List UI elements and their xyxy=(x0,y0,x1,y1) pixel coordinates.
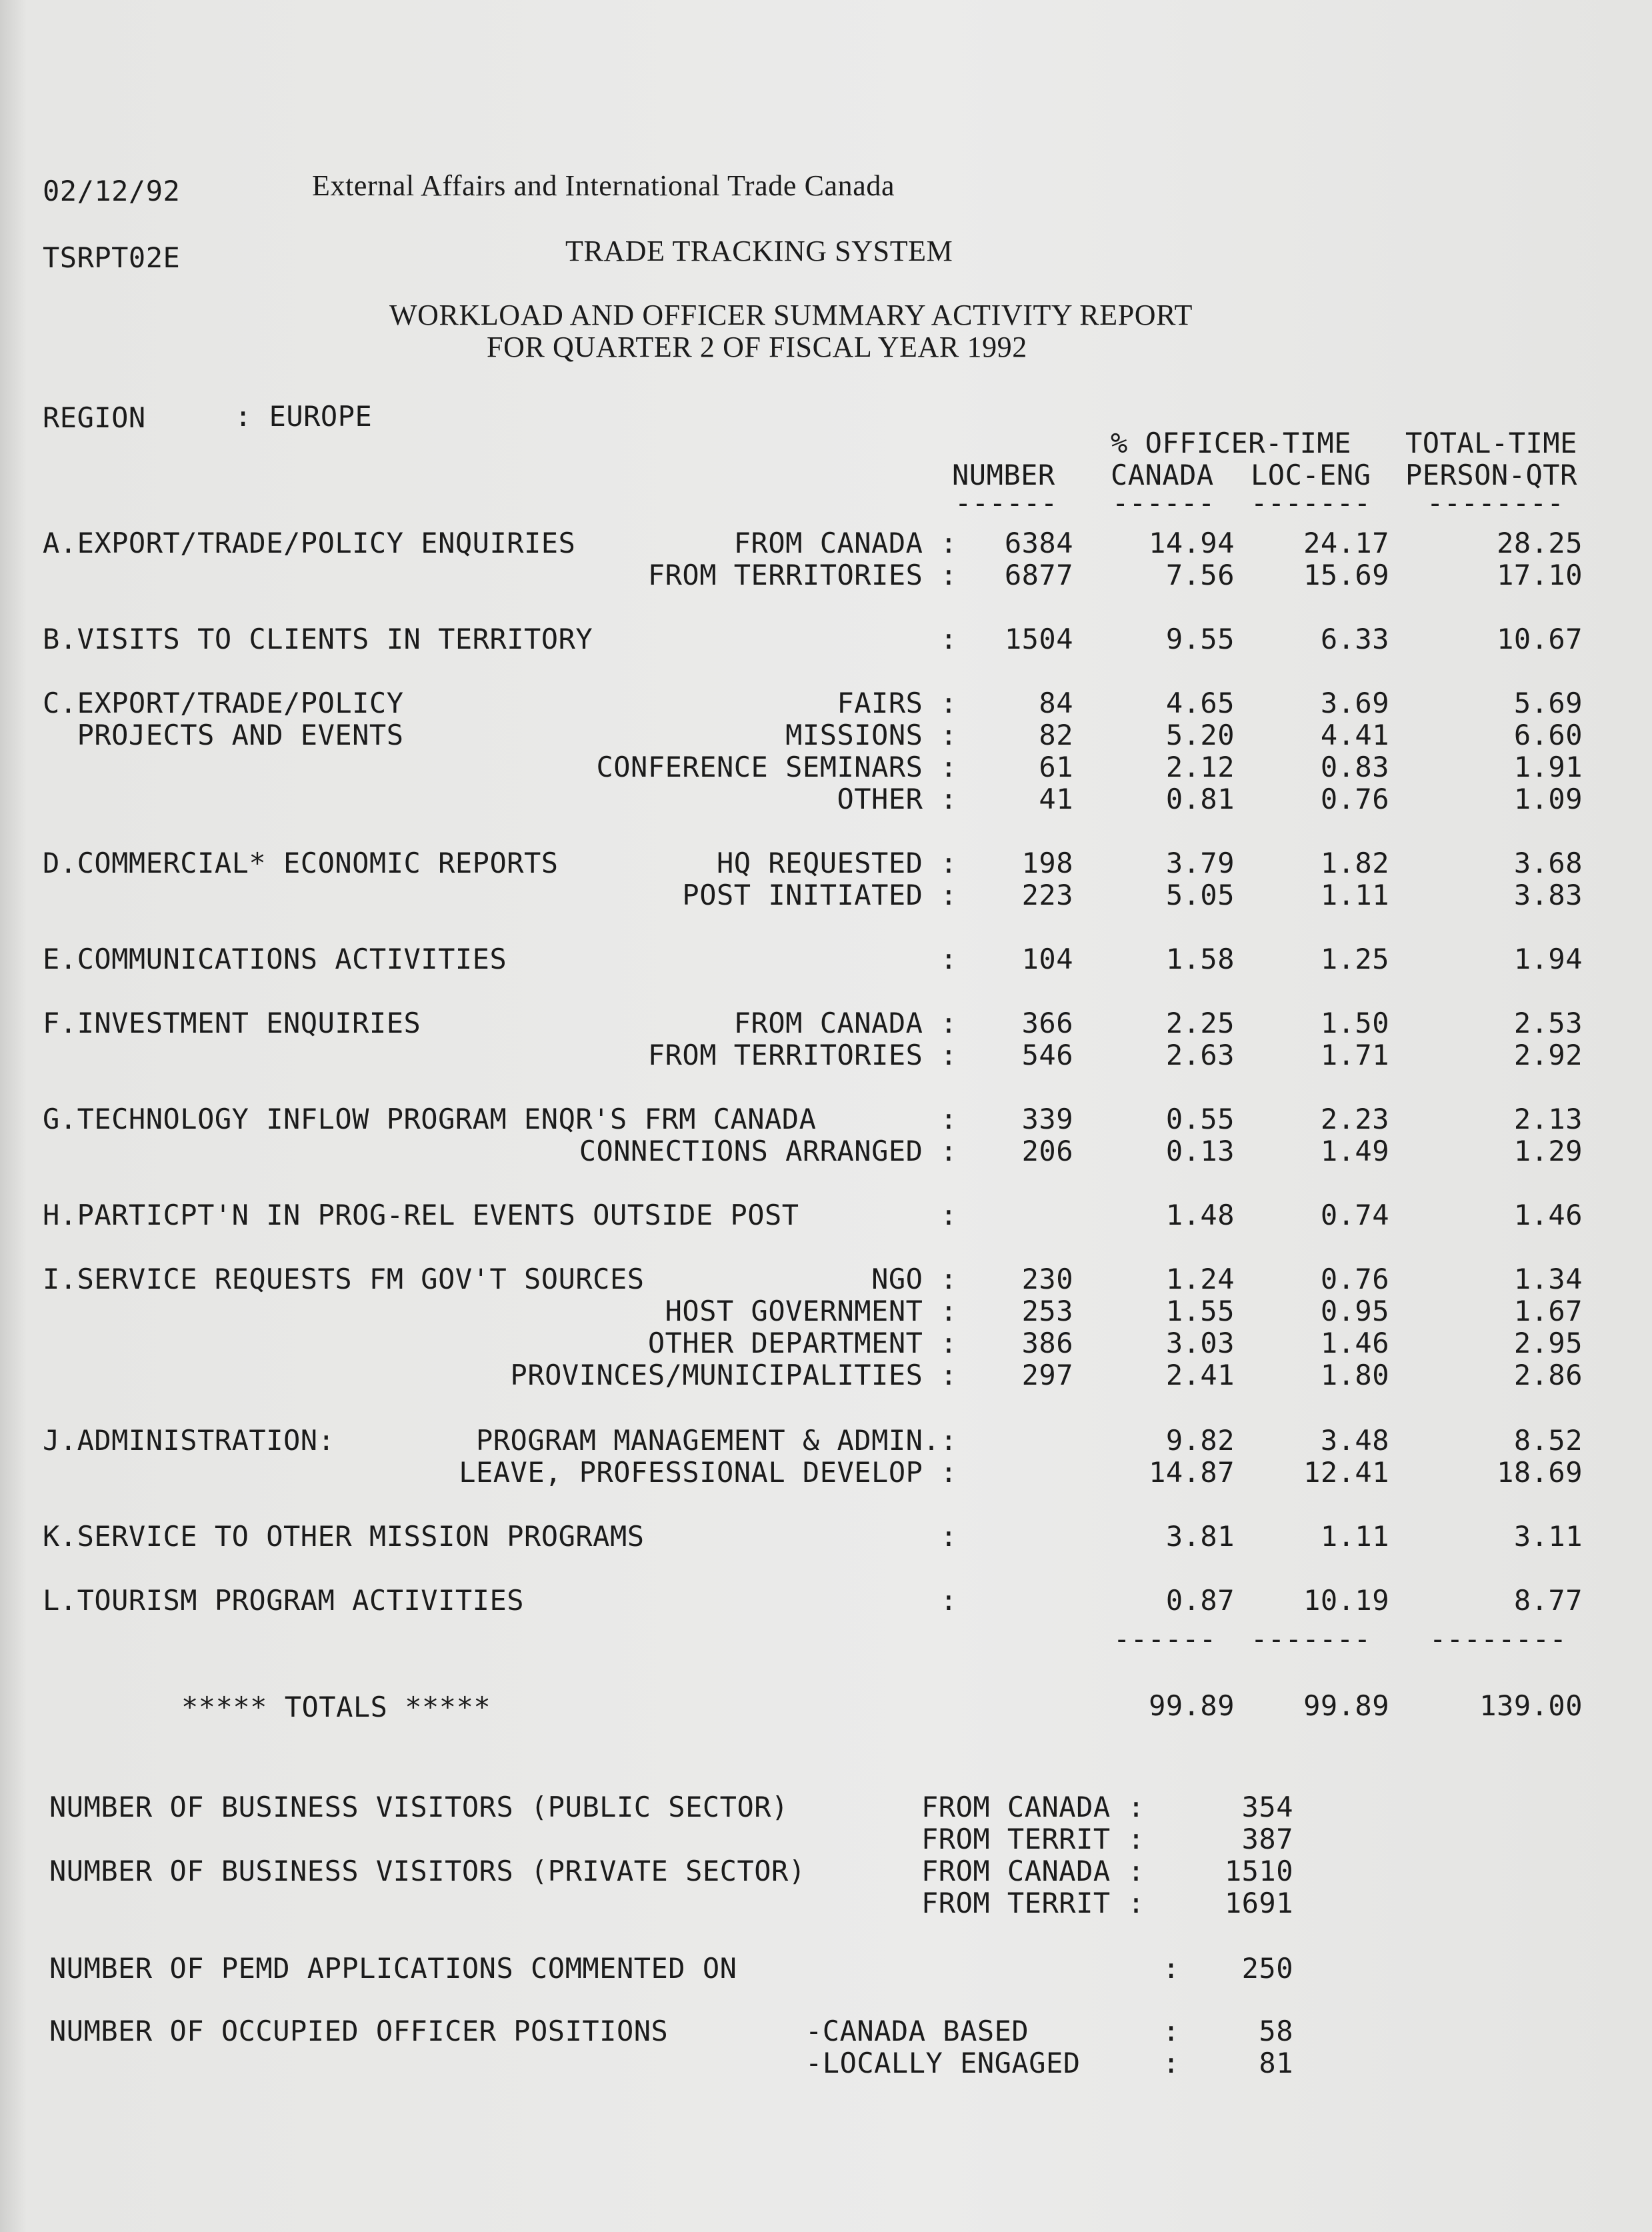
row-loc-eng-pct: 1.11 xyxy=(1320,1520,1389,1553)
row-canada-pct: 3.81 xyxy=(1165,1520,1235,1553)
row-number: 253 xyxy=(1021,1295,1073,1327)
row-sublabel: OTHER DEPARTMENT : xyxy=(647,1327,957,1359)
bv-public-label: NUMBER OF BUSINESS VISITORS (PUBLIC SECTOR) xyxy=(49,1791,789,1823)
report-id: TSRPT02E xyxy=(43,241,181,274)
row-person-qtr: 17.10 xyxy=(1497,559,1583,591)
row-canada-pct: 0.87 xyxy=(1165,1584,1235,1617)
totals-person-qtr: 139.00 xyxy=(1479,1689,1583,1722)
row-sublabel: : xyxy=(940,1584,957,1617)
officers-local-colon: : xyxy=(1163,2047,1180,2079)
row-canada-pct: 3.03 xyxy=(1165,1327,1235,1359)
row-person-qtr: 2.53 xyxy=(1513,1007,1583,1039)
row-person-qtr: 8.52 xyxy=(1513,1424,1583,1457)
row-person-qtr: 6.60 xyxy=(1513,719,1583,751)
row-label: D.COMMERCIAL* ECONOMIC REPORTS xyxy=(43,847,559,879)
row-canada-pct: 5.20 xyxy=(1165,719,1235,751)
bv-private-label: NUMBER OF BUSINESS VISITORS (PRIVATE SECTOR) xyxy=(49,1855,806,1887)
system-name: TRADE TRACKING SYSTEM xyxy=(565,235,953,267)
row-number: 82 xyxy=(1039,719,1073,751)
row-loc-eng-pct: 0.83 xyxy=(1320,751,1389,783)
row-loc-eng-pct: 1.82 xyxy=(1320,847,1389,879)
row-sublabel: POST INITIATED : xyxy=(682,879,957,911)
bv-public-territ-label: FROM TERRIT : xyxy=(921,1823,1145,1855)
row-sublabel: HOST GOVERNMENT : xyxy=(665,1295,957,1327)
row-number: 206 xyxy=(1021,1135,1073,1167)
row-loc-eng-pct: 1.11 xyxy=(1320,879,1389,911)
totals-label: ***** TOTALS ***** xyxy=(181,1691,491,1723)
row-number: 104 xyxy=(1021,943,1073,975)
row-sublabel: PROGRAM MANAGEMENT & ADMIN.: xyxy=(475,1424,957,1457)
row-loc-eng-pct: 0.76 xyxy=(1320,783,1389,815)
row-loc-eng-pct: 1.50 xyxy=(1320,1007,1389,1039)
row-sublabel: : xyxy=(940,623,957,655)
row-label: B.VISITS TO CLIENTS IN TERRITORY xyxy=(43,623,593,655)
row-sublabel: CONNECTIONS ARRANGED : xyxy=(579,1135,957,1167)
row-person-qtr: 18.69 xyxy=(1497,1456,1583,1489)
officers-canada-label: -CANADA BASED xyxy=(805,2015,1029,2047)
row-person-qtr: 28.25 xyxy=(1497,527,1583,559)
officers-local-value: 81 xyxy=(1259,2047,1293,2079)
bv-private-canada-value: 1510 xyxy=(1224,1855,1293,1887)
pemd-colon: : xyxy=(1163,1952,1180,1985)
row-number: 297 xyxy=(1021,1359,1073,1391)
report-title-line2: FOR QUARTER 2 OF FISCAL YEAR 1992 xyxy=(487,331,1027,363)
row-loc-eng-pct: 1.80 xyxy=(1320,1359,1389,1391)
row-canada-pct: 9.82 xyxy=(1165,1424,1235,1457)
totals-underline-canada: ------ xyxy=(1113,1623,1217,1655)
row-number: 1504 xyxy=(1004,623,1073,655)
row-canada-pct: 1.55 xyxy=(1165,1295,1235,1327)
row-label: F.INVESTMENT ENQUIRIES xyxy=(43,1007,421,1039)
row-number: 230 xyxy=(1021,1263,1073,1295)
row-canada-pct: 3.79 xyxy=(1165,847,1235,879)
officers-local-label: -LOCALLY ENGAGED xyxy=(805,2047,1081,2079)
row-canada-pct: 2.25 xyxy=(1165,1007,1235,1039)
row-loc-eng-pct: 24.17 xyxy=(1303,527,1389,559)
row-person-qtr: 1.67 xyxy=(1513,1295,1583,1327)
row-sublabel: HQ REQUESTED : xyxy=(716,847,957,879)
row-person-qtr: 1.46 xyxy=(1513,1199,1583,1231)
row-sublabel: : xyxy=(940,1103,957,1135)
row-loc-eng-pct: 1.25 xyxy=(1320,943,1389,975)
row-sublabel: FROM TERRITORIES : xyxy=(647,559,957,591)
row-person-qtr: 3.83 xyxy=(1513,879,1583,911)
row-canada-pct: 14.94 xyxy=(1149,527,1235,559)
row-number: 366 xyxy=(1021,1007,1073,1039)
col-group-total-time: TOTAL-TIME xyxy=(1405,427,1577,459)
report-date: 02/12/92 xyxy=(43,175,181,207)
row-canada-pct: 7.56 xyxy=(1165,559,1235,591)
row-label: PROJECTS AND EVENTS xyxy=(43,719,404,751)
row-canada-pct: 1.48 xyxy=(1165,1199,1235,1231)
row-person-qtr: 2.92 xyxy=(1513,1039,1583,1071)
row-number: 6877 xyxy=(1004,559,1073,591)
bv-public-territ-value: 387 xyxy=(1241,1823,1293,1855)
bv-public-canada-label: FROM CANADA : xyxy=(921,1791,1145,1823)
row-canada-pct: 0.81 xyxy=(1165,783,1235,815)
row-loc-eng-pct: 4.41 xyxy=(1320,719,1389,751)
row-label: H.PARTICPT'N IN PROG-REL EVENTS OUTSIDE POST xyxy=(43,1199,799,1231)
row-sublabel: FROM CANADA : xyxy=(733,1007,957,1039)
row-label: J.ADMINISTRATION: xyxy=(43,1424,335,1457)
row-sublabel: MISSIONS : xyxy=(785,719,957,751)
row-person-qtr: 2.95 xyxy=(1513,1327,1583,1359)
row-sublabel: : xyxy=(940,943,957,975)
row-loc-eng-pct: 3.48 xyxy=(1320,1424,1389,1457)
col-header-loc-eng: LOC-ENG xyxy=(1251,459,1371,491)
row-label: G.TECHNOLOGY INFLOW PROGRAM ENQR'S FRM CANADA xyxy=(43,1103,817,1135)
row-number: 546 xyxy=(1021,1039,1073,1071)
col-header-canada: CANADA xyxy=(1111,459,1214,491)
row-person-qtr: 2.13 xyxy=(1513,1103,1583,1135)
row-person-qtr: 1.34 xyxy=(1513,1263,1583,1295)
row-loc-eng-pct: 10.19 xyxy=(1303,1584,1389,1617)
row-person-qtr: 5.69 xyxy=(1513,687,1583,719)
row-label: C.EXPORT/TRADE/POLICY xyxy=(43,687,404,719)
row-loc-eng-pct: 3.69 xyxy=(1320,687,1389,719)
row-person-qtr: 3.11 xyxy=(1513,1520,1583,1553)
row-person-qtr: 1.09 xyxy=(1513,783,1583,815)
col-underline-number: ------ xyxy=(955,487,1058,519)
pemd-label: NUMBER OF PEMD APPLICATIONS COMMENTED ON xyxy=(49,1952,737,1985)
row-person-qtr: 2.86 xyxy=(1513,1359,1583,1391)
row-person-qtr: 10.67 xyxy=(1497,623,1583,655)
row-loc-eng-pct: 1.46 xyxy=(1320,1327,1389,1359)
col-group-pct-officer-time: % OFFICER-TIME xyxy=(1111,427,1352,459)
organization-name: External Affairs and International Trade Canada xyxy=(312,169,895,202)
row-number: 41 xyxy=(1039,783,1073,815)
row-loc-eng-pct: 12.41 xyxy=(1303,1456,1389,1489)
report-title-line1: WORKLOAD AND OFFICER SUMMARY ACTIVITY REPORT xyxy=(389,299,1193,331)
row-label: E.COMMUNICATIONS ACTIVITIES xyxy=(43,943,507,975)
row-loc-eng-pct: 0.76 xyxy=(1320,1263,1389,1295)
row-sublabel: FAIRS : xyxy=(837,687,957,719)
col-header-number: NUMBER xyxy=(952,459,1055,491)
officers-canada-value: 58 xyxy=(1259,2015,1293,2047)
row-canada-pct: 2.41 xyxy=(1165,1359,1235,1391)
pemd-value: 250 xyxy=(1241,1952,1293,1985)
officers-label: NUMBER OF OCCUPIED OFFICER POSITIONS xyxy=(49,2015,669,2047)
region-value: : EUROPE xyxy=(235,400,373,433)
row-loc-eng-pct: 6.33 xyxy=(1320,623,1389,655)
row-person-qtr: 1.29 xyxy=(1513,1135,1583,1167)
row-person-qtr: 8.77 xyxy=(1513,1584,1583,1617)
row-number: 386 xyxy=(1021,1327,1073,1359)
row-label: A.EXPORT/TRADE/POLICY ENQUIRIES xyxy=(43,527,576,559)
row-number: 84 xyxy=(1039,687,1073,719)
row-loc-eng-pct: 1.49 xyxy=(1320,1135,1389,1167)
bv-private-territ-label: FROM TERRIT : xyxy=(921,1887,1145,1919)
region-label: REGION xyxy=(43,401,146,434)
bv-public-canada-value: 354 xyxy=(1241,1791,1293,1823)
row-sublabel: OTHER : xyxy=(837,783,957,815)
row-number: 339 xyxy=(1021,1103,1073,1135)
totals-underline-person-qtr: -------- xyxy=(1429,1623,1567,1655)
row-person-qtr: 1.91 xyxy=(1513,751,1583,783)
col-underline-person-qtr: -------- xyxy=(1427,487,1565,519)
col-header-person-qtr: PERSON-QTR xyxy=(1405,459,1577,491)
row-sublabel: : xyxy=(940,1520,957,1553)
totals-loc-eng: 99.89 xyxy=(1303,1689,1389,1722)
row-canada-pct: 0.55 xyxy=(1165,1103,1235,1135)
row-label: I.SERVICE REQUESTS FM GOV'T SOURCES xyxy=(43,1263,645,1295)
row-canada-pct: 5.05 xyxy=(1165,879,1235,911)
totals-underline-loc-eng: ------- xyxy=(1251,1623,1371,1655)
row-person-qtr: 1.94 xyxy=(1513,943,1583,975)
col-underline-canada: ------ xyxy=(1112,487,1215,519)
officers-canada-colon: : xyxy=(1163,2015,1180,2047)
row-loc-eng-pct: 0.74 xyxy=(1320,1199,1389,1231)
row-loc-eng-pct: 2.23 xyxy=(1320,1103,1389,1135)
row-canada-pct: 0.13 xyxy=(1165,1135,1235,1167)
row-sublabel: : xyxy=(940,1199,957,1231)
row-canada-pct: 1.24 xyxy=(1165,1263,1235,1295)
row-sublabel: FROM CANADA : xyxy=(733,527,957,559)
col-underline-loc-eng: ------- xyxy=(1251,487,1371,519)
row-canada-pct: 2.12 xyxy=(1165,751,1235,783)
row-number: 6384 xyxy=(1004,527,1073,559)
row-sublabel: NGO : xyxy=(871,1263,957,1295)
row-number: 198 xyxy=(1021,847,1073,879)
row-sublabel: PROVINCES/MUNICIPALITIES : xyxy=(510,1359,957,1391)
row-sublabel: LEAVE, PROFESSIONAL DEVELOP : xyxy=(459,1456,957,1489)
row-loc-eng-pct: 0.95 xyxy=(1320,1295,1389,1327)
totals-canada: 99.89 xyxy=(1149,1689,1235,1722)
row-canada-pct: 9.55 xyxy=(1165,623,1235,655)
row-number: 223 xyxy=(1021,879,1073,911)
bv-private-territ-value: 1691 xyxy=(1224,1887,1293,1919)
row-canada-pct: 14.87 xyxy=(1149,1456,1235,1489)
row-canada-pct: 1.58 xyxy=(1165,943,1235,975)
row-person-qtr: 3.68 xyxy=(1513,847,1583,879)
row-sublabel: CONFERENCE SEMINARS : xyxy=(596,751,957,783)
row-canada-pct: 2.63 xyxy=(1165,1039,1235,1071)
row-label: K.SERVICE TO OTHER MISSION PROGRAMS xyxy=(43,1520,645,1553)
bv-private-canada-label: FROM CANADA : xyxy=(921,1855,1145,1887)
row-loc-eng-pct: 15.69 xyxy=(1303,559,1389,591)
row-sublabel: FROM TERRITORIES : xyxy=(647,1039,957,1071)
row-canada-pct: 4.65 xyxy=(1165,687,1235,719)
row-label: L.TOURISM PROGRAM ACTIVITIES xyxy=(43,1584,525,1617)
row-loc-eng-pct: 1.71 xyxy=(1320,1039,1389,1071)
row-number: 61 xyxy=(1039,751,1073,783)
